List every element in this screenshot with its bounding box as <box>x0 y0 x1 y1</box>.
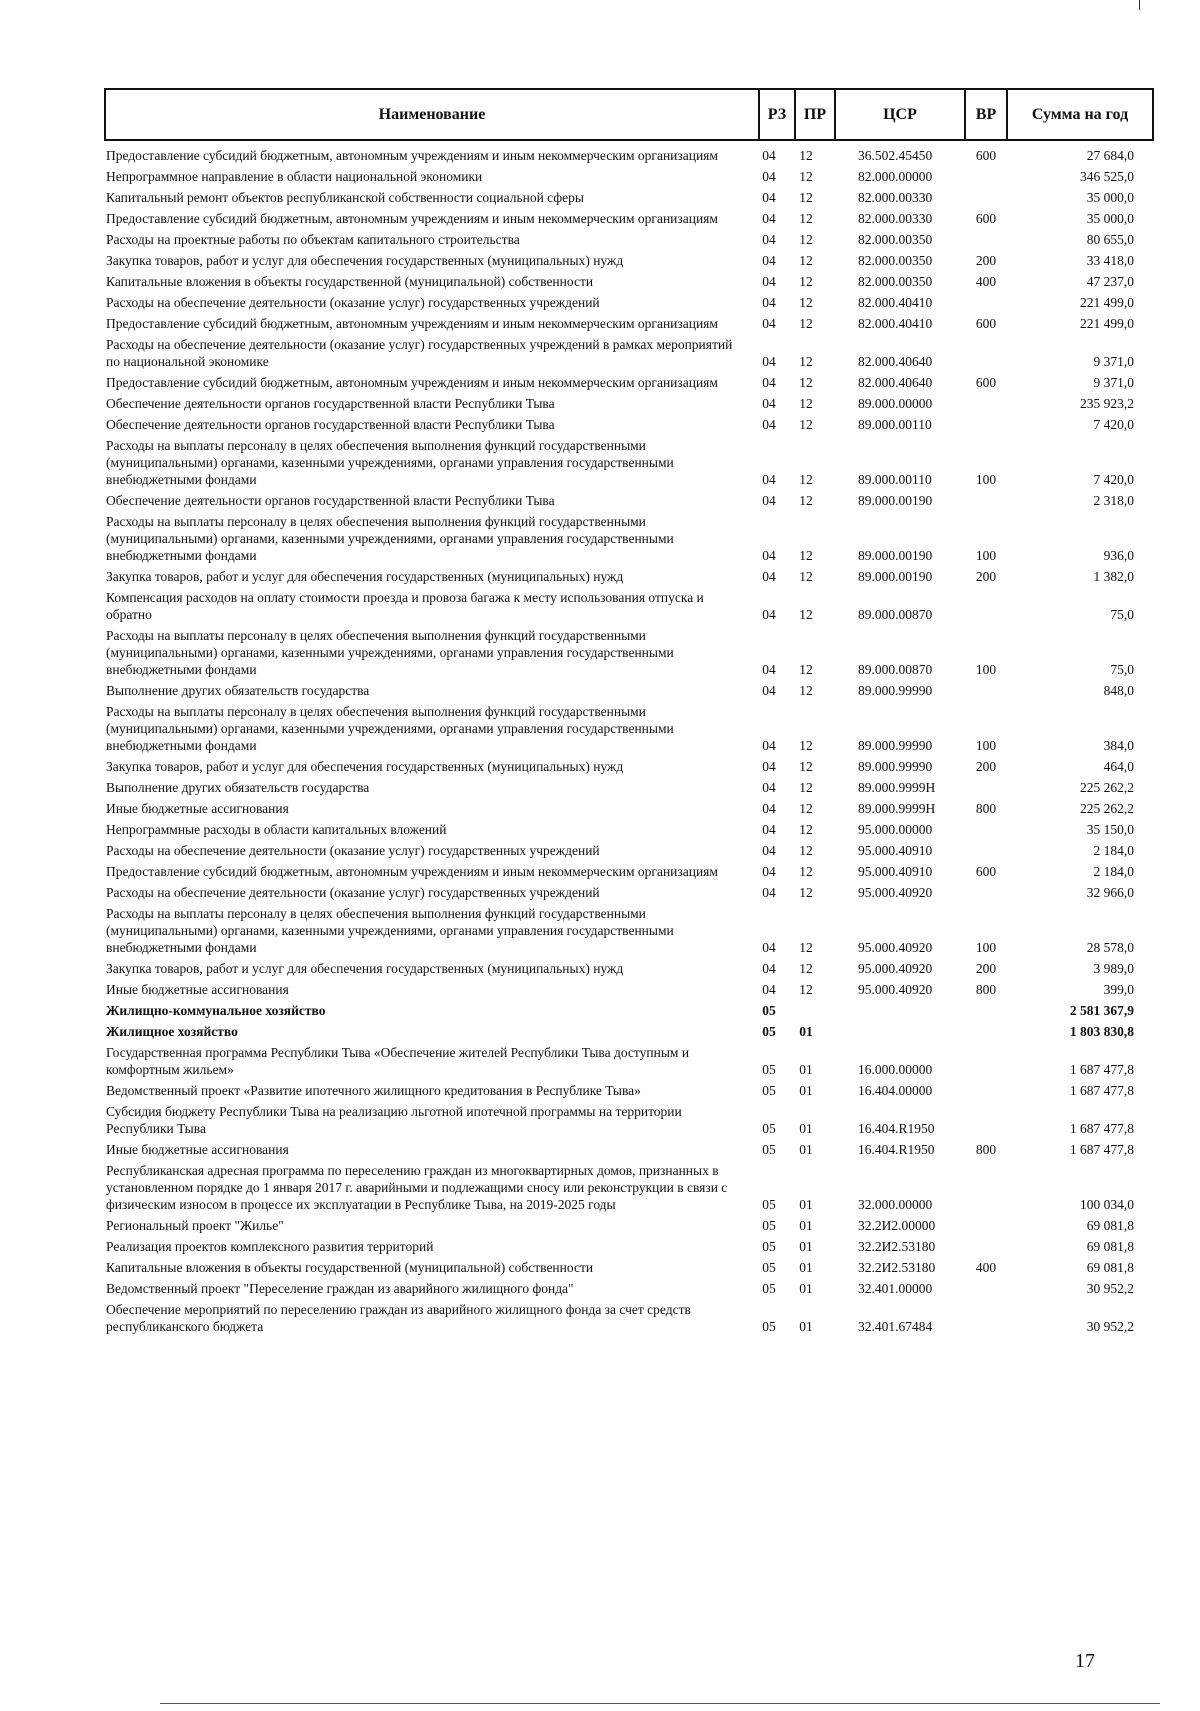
row-csr: 89.000.00000 <box>858 396 933 411</box>
row-pr: 01 <box>799 1121 813 1136</box>
row-pr: 01 <box>799 1239 813 1254</box>
row-pr: 12 <box>799 569 813 584</box>
row-name: Иные бюджетные ассигнования <box>106 1142 289 1157</box>
row-rz: 04 <box>762 148 776 163</box>
table-row <box>104 756 1154 777</box>
row-sum: 848,0 <box>1103 683 1134 698</box>
row-csr: 89.000.00190 <box>858 493 933 508</box>
table-row <box>104 840 1154 861</box>
row-rz: 04 <box>762 211 776 226</box>
row-sum: 399,0 <box>1103 982 1134 997</box>
row-vr: 100 <box>975 548 997 563</box>
row-csr: 16.404.R1950 <box>858 1142 935 1157</box>
row-pr: 12 <box>799 396 813 411</box>
row-rz: 04 <box>762 396 776 411</box>
table-row <box>104 1042 1154 1080</box>
row-csr: 16.404.00000 <box>858 1083 933 1098</box>
row-name: Республиканская адресная программа по переселению граждан из многоквартирных домов, признанных в установленном порядке до 1 января 2017 г. аварийными и подлежащими сносу или реконструкции в связи с физическим износом в процессе их эксплуатации в Республике Тыва, на 2019-2025 годы <box>106 1163 728 1212</box>
row-vr: 800 <box>975 982 997 997</box>
row-pr: 12 <box>799 232 813 247</box>
row-csr: 95.000.40920 <box>858 961 933 976</box>
row-name: Непрограммное направление в области национальной экономики <box>106 169 483 184</box>
row-name: Расходы на проектные работы по объектам капитального строительства <box>106 232 520 247</box>
header-vr: ВР <box>964 90 1006 139</box>
row-sum: 80 655,0 <box>1086 232 1134 247</box>
row-csr: 32.2И2.53180 <box>858 1260 936 1275</box>
row-sum: 1 687 477,8 <box>1069 1121 1134 1136</box>
row-sum: 7 420,0 <box>1093 417 1134 432</box>
row-pr: 12 <box>799 607 813 622</box>
row-csr: 89.000.00190 <box>858 569 933 584</box>
row-csr: 82.000.00330 <box>858 211 933 226</box>
table-row <box>104 435 1154 490</box>
row-csr: 82.000.40410 <box>858 295 933 310</box>
row-rz: 04 <box>762 662 776 677</box>
row-csr: 16.404.R1950 <box>858 1121 935 1136</box>
page-number: 17 <box>1075 1650 1095 1672</box>
row-csr: 32.000.00000 <box>858 1197 933 1212</box>
row-sum: 3 989,0 <box>1093 961 1134 976</box>
row-pr: 12 <box>799 801 813 816</box>
row-name: Реализация проектов комплексного развития территорий <box>106 1239 434 1254</box>
row-rz: 05 <box>762 1281 776 1296</box>
row-rz: 04 <box>762 607 776 622</box>
row-sum: 100 034,0 <box>1080 1197 1134 1212</box>
row-name: Ведомственный проект «Развитие ипотечного жилищного кредитования в Республике Тыва» <box>106 1083 641 1098</box>
table-row <box>104 798 1154 819</box>
row-csr: 89.000.00870 <box>858 662 933 677</box>
row-pr: 12 <box>799 885 813 900</box>
row-rz: 04 <box>762 253 776 268</box>
row-csr: 82.000.00350 <box>858 253 933 268</box>
table-row <box>104 861 1154 882</box>
header-name: Наименование <box>378 105 486 123</box>
row-name: Расходы на обеспечение деятельности (оказание услуг) государственных учреждений <box>106 843 600 858</box>
table-row <box>104 490 1154 511</box>
row-csr: 89.000.9999Н <box>858 780 936 795</box>
row-pr: 12 <box>799 375 813 390</box>
row-pr: 12 <box>799 662 813 677</box>
table-row <box>104 958 1154 979</box>
row-name: Обеспечение деятельности органов государственной власти Республики Тыва <box>106 396 555 411</box>
row-rz: 05 <box>762 1083 776 1098</box>
row-rz: 04 <box>762 864 776 879</box>
row-name: Расходы на обеспечение деятельности (оказание услуг) государственных учреждений в рамках мероприятий по национальной экономике <box>106 337 733 369</box>
row-name: Расходы на выплаты персоналу в целях обеспечения выполнения функций государственными (муниципальными) органами, казенными учреждениями, органами управления государственными внебюджетными фондами <box>106 906 674 955</box>
table-row <box>104 1021 1154 1042</box>
row-rz: 04 <box>762 569 776 584</box>
row-rz: 04 <box>762 801 776 816</box>
table-row <box>104 1215 1154 1236</box>
row-csr: 95.000.40920 <box>858 885 933 900</box>
row-rz: 04 <box>762 822 776 837</box>
bottom-rule <box>160 1703 1160 1704</box>
row-sum: 33 418,0 <box>1086 253 1134 268</box>
row-name: Жилищное хозяйство <box>106 1024 238 1039</box>
table-row <box>104 414 1154 435</box>
row-vr: 200 <box>975 759 997 774</box>
table-row <box>104 819 1154 840</box>
row-vr: 600 <box>975 375 997 390</box>
row-rz: 05 <box>762 1121 776 1136</box>
row-csr: 89.000.00110 <box>858 472 932 487</box>
table-row <box>104 1257 1154 1278</box>
row-sum: 1 687 477,8 <box>1069 1062 1134 1077</box>
row-name: Непрограммные расходы в области капитальных вложений <box>106 822 447 837</box>
row-pr: 01 <box>799 1218 813 1233</box>
row-rz: 05 <box>762 1197 776 1212</box>
row-name: Расходы на выплаты персоналу в целях обеспечения выполнения функций государственными (муниципальными) органами, казенными учреждениями, органами управления государственными внебюджетными фондами <box>106 514 674 563</box>
row-rz: 05 <box>762 1260 776 1275</box>
row-csr: 95.000.40910 <box>858 864 933 879</box>
row-sum: 1 687 477,8 <box>1069 1142 1134 1157</box>
row-name: Предоставление субсидий бюджетным, автономным учреждениям и иным некоммерческим организациям <box>106 316 718 331</box>
row-pr: 01 <box>799 1083 813 1098</box>
header-sum: Сумма на год <box>1006 90 1152 139</box>
row-rz: 04 <box>762 190 776 205</box>
row-rz: 04 <box>762 759 776 774</box>
row-rz: 04 <box>762 961 776 976</box>
row-pr: 01 <box>799 1197 813 1212</box>
row-rz: 04 <box>762 169 776 184</box>
table-row <box>104 1278 1154 1299</box>
row-rz: 04 <box>762 982 776 997</box>
row-csr: 89.000.00190 <box>858 548 933 563</box>
table-body <box>104 145 1154 1337</box>
row-rz: 05 <box>762 1024 776 1039</box>
row-pr: 12 <box>799 190 813 205</box>
table-row <box>104 979 1154 1000</box>
row-rz: 05 <box>762 1142 776 1157</box>
row-csr: 89.000.9999Н <box>858 801 936 816</box>
row-csr: 95.000.40910 <box>858 843 933 858</box>
row-sum: 1 803 830,8 <box>1069 1024 1134 1039</box>
scan-mark <box>1139 0 1140 10</box>
row-name: Предоставление субсидий бюджетным, автономным учреждениям и иным некоммерческим организациям <box>106 864 718 879</box>
table-row <box>104 587 1154 625</box>
row-rz: 04 <box>762 354 776 369</box>
table-row <box>104 250 1154 271</box>
table-row <box>104 680 1154 701</box>
row-csr: 16.000.00000 <box>858 1062 933 1077</box>
row-name: Обеспечение мероприятий по переселению граждан из аварийного жилищного фонда за счет средств республиканского бюджета <box>106 1302 691 1334</box>
table-row <box>104 1236 1154 1257</box>
row-rz: 04 <box>762 780 776 795</box>
row-pr: 12 <box>799 759 813 774</box>
row-name: Ведомственный проект "Переселение граждан из аварийного жилищного фонда" <box>106 1281 574 1296</box>
row-vr: 600 <box>975 864 997 879</box>
table-row <box>104 1160 1154 1215</box>
row-rz: 05 <box>762 1319 776 1334</box>
row-rz: 04 <box>762 548 776 563</box>
row-csr: 82.000.00350 <box>858 274 933 289</box>
row-sum: 225 262,2 <box>1080 780 1134 795</box>
row-sum: 28 578,0 <box>1086 940 1134 955</box>
row-pr: 12 <box>799 169 813 184</box>
row-rz: 05 <box>762 1218 776 1233</box>
row-name: Государственная программа Республики Тыва «Обеспечение жителей Республики Тыва доступным и комфортным жильем» <box>106 1045 690 1077</box>
row-sum: 9 371,0 <box>1093 354 1134 369</box>
row-csr: 82.000.00350 <box>858 232 933 247</box>
row-pr: 12 <box>799 354 813 369</box>
row-name: Закупка товаров, работ и услуг для обеспечения государственных (муниципальных) нужд <box>106 759 624 774</box>
header-csr: ЦСР <box>834 90 964 139</box>
row-csr: 32.2И2.53180 <box>858 1239 936 1254</box>
row-pr: 01 <box>799 1319 813 1334</box>
row-name: Иные бюджетные ассигнования <box>106 982 289 997</box>
row-pr: 12 <box>799 493 813 508</box>
row-vr: 400 <box>975 1260 997 1275</box>
row-csr: 32.401.00000 <box>858 1281 933 1296</box>
table-row <box>104 1080 1154 1101</box>
row-vr: 200 <box>975 253 997 268</box>
row-name: Компенсация расходов на оплату стоимости проезда и провоза багажа к месту использования отпуска и обратно <box>106 590 704 622</box>
row-vr: 800 <box>975 1142 997 1157</box>
row-vr: 100 <box>975 662 997 677</box>
row-csr: 32.2И2.00000 <box>858 1218 936 1233</box>
row-rz: 04 <box>762 885 776 900</box>
table-row <box>104 271 1154 292</box>
row-pr: 12 <box>799 738 813 753</box>
row-sum: 35 000,0 <box>1086 211 1134 226</box>
row-name: Выполнение других обязательств государства <box>106 780 370 795</box>
row-rz: 05 <box>762 1239 776 1254</box>
row-sum: 464,0 <box>1103 759 1134 774</box>
row-sum: 27 684,0 <box>1086 148 1134 163</box>
row-csr: 32.401.67484 <box>858 1319 933 1334</box>
row-rz: 04 <box>762 940 776 955</box>
table-row <box>104 393 1154 414</box>
row-pr: 01 <box>799 1260 813 1275</box>
row-sum: 221 499,0 <box>1080 295 1134 310</box>
table-row <box>104 166 1154 187</box>
row-pr: 12 <box>799 472 813 487</box>
row-name: Расходы на выплаты персоналу в целях обеспечения выполнения функций государственными (муниципальными) органами, казенными учреждениями, органами управления государственными внебюджетными фондами <box>106 704 674 753</box>
row-pr: 01 <box>799 1024 813 1039</box>
row-name: Расходы на обеспечение деятельности (оказание услуг) государственных учреждений <box>106 295 600 310</box>
row-vr: 100 <box>975 738 997 753</box>
row-csr: 82.000.40410 <box>858 316 933 331</box>
row-vr: 600 <box>975 316 997 331</box>
row-sum: 221 499,0 <box>1080 316 1134 331</box>
table-row <box>104 292 1154 313</box>
row-rz: 04 <box>762 316 776 331</box>
row-sum: 9 371,0 <box>1093 375 1134 390</box>
row-pr: 12 <box>799 253 813 268</box>
row-name: Закупка товаров, работ и услуг для обеспечения государственных (муниципальных) нужд <box>106 569 624 584</box>
row-csr: 95.000.00000 <box>858 822 933 837</box>
row-rz: 04 <box>762 738 776 753</box>
row-name: Региональный проект "Жилье" <box>106 1218 284 1233</box>
row-rz: 04 <box>762 274 776 289</box>
table-row <box>104 313 1154 334</box>
table-header <box>104 88 1154 141</box>
row-csr: 82.000.40640 <box>858 354 933 369</box>
row-vr: 100 <box>975 940 997 955</box>
row-pr: 12 <box>799 982 813 997</box>
table-row <box>104 882 1154 903</box>
row-pr: 12 <box>799 683 813 698</box>
row-pr: 12 <box>799 274 813 289</box>
row-vr: 600 <box>975 211 997 226</box>
table-row <box>104 1000 1154 1021</box>
row-name: Предоставление субсидий бюджетным, автономным учреждениям и иным некоммерческим организациям <box>106 148 718 163</box>
table-row <box>104 701 1154 756</box>
row-vr: 800 <box>975 801 997 816</box>
row-sum: 7 420,0 <box>1093 472 1134 487</box>
row-rz: 04 <box>762 493 776 508</box>
row-sum: 2 184,0 <box>1093 843 1134 858</box>
row-csr: 89.000.00870 <box>858 607 933 622</box>
row-rz: 04 <box>762 843 776 858</box>
row-csr: 89.000.99990 <box>858 683 933 698</box>
row-sum: 35 150,0 <box>1086 822 1134 837</box>
row-rz: 05 <box>762 1062 776 1077</box>
table-row <box>104 229 1154 250</box>
row-sum: 75,0 <box>1110 607 1134 622</box>
row-sum: 69 081,8 <box>1086 1260 1134 1275</box>
row-csr: 36.502.45450 <box>858 148 933 163</box>
row-csr: 89.000.00110 <box>858 417 932 432</box>
row-vr: 400 <box>975 274 997 289</box>
row-name: Закупка товаров, работ и услуг для обеспечения государственных (муниципальных) нужд <box>106 961 624 976</box>
row-name: Капитальные вложения в объекты государственной (муниципальной) собственности <box>106 274 594 289</box>
row-name: Расходы на обеспечение деятельности (оказание услуг) государственных учреждений <box>106 885 600 900</box>
header-pr: ПР <box>794 90 834 139</box>
row-rz: 04 <box>762 295 776 310</box>
row-rz: 04 <box>762 417 776 432</box>
row-rz: 05 <box>762 1003 776 1018</box>
row-rz: 04 <box>762 472 776 487</box>
row-sum: 936,0 <box>1103 548 1134 563</box>
table-row <box>104 903 1154 958</box>
row-vr: 200 <box>975 961 997 976</box>
row-sum: 2 184,0 <box>1093 864 1134 879</box>
row-sum: 346 525,0 <box>1080 169 1134 184</box>
row-name: Иные бюджетные ассигнования <box>106 801 289 816</box>
row-vr: 100 <box>975 472 997 487</box>
row-pr: 12 <box>799 961 813 976</box>
row-csr: 95.000.40920 <box>858 982 933 997</box>
row-pr: 12 <box>799 940 813 955</box>
table-row <box>104 187 1154 208</box>
table-row <box>104 208 1154 229</box>
row-rz: 04 <box>762 375 776 390</box>
table-row <box>104 334 1154 372</box>
row-pr: 01 <box>799 1281 813 1296</box>
row-pr: 12 <box>799 417 813 432</box>
row-name: Жилищно-коммунальное хозяйство <box>106 1003 326 1018</box>
row-name: Капитальные вложения в объекты государственной (муниципальной) собственности <box>106 1260 594 1275</box>
row-sum: 225 262,2 <box>1080 801 1134 816</box>
row-pr: 12 <box>799 864 813 879</box>
row-pr: 12 <box>799 843 813 858</box>
row-name: Обеспечение деятельности органов государственной власти Республики Тыва <box>106 493 555 508</box>
table-row <box>104 1299 1154 1337</box>
row-sum: 384,0 <box>1103 738 1134 753</box>
row-pr: 12 <box>799 780 813 795</box>
table-row <box>104 145 1154 166</box>
table-row <box>104 777 1154 798</box>
row-sum: 69 081,8 <box>1086 1239 1134 1254</box>
row-pr: 12 <box>799 548 813 563</box>
row-name: Выполнение других обязательств государства <box>106 683 370 698</box>
row-name: Субсидия бюджету Республики Тыва на реализацию льготной ипотечной программы на территории Республики Тыва <box>106 1104 682 1136</box>
row-csr: 82.000.00330 <box>858 190 933 205</box>
row-sum: 30 952,2 <box>1086 1281 1134 1296</box>
row-pr: 12 <box>799 822 813 837</box>
row-csr: 89.000.99990 <box>858 738 933 753</box>
row-sum: 35 000,0 <box>1086 190 1134 205</box>
row-sum: 75,0 <box>1110 662 1134 677</box>
table-row <box>104 1101 1154 1139</box>
row-pr: 12 <box>799 211 813 226</box>
row-pr: 01 <box>799 1142 813 1157</box>
row-name: Расходы на выплаты персоналу в целях обеспечения выполнения функций государственными (муниципальными) органами, казенными учреждениями, органами управления государственными внебюджетными фондами <box>106 628 674 677</box>
row-sum: 32 966,0 <box>1086 885 1134 900</box>
row-name: Обеспечение деятельности органов государственной власти Республики Тыва <box>106 417 555 432</box>
table-row <box>104 566 1154 587</box>
row-sum: 1 687 477,8 <box>1069 1083 1134 1098</box>
row-name: Предоставление субсидий бюджетным, автономным учреждениям и иным некоммерческим организациям <box>106 211 718 226</box>
row-sum: 2 318,0 <box>1093 493 1134 508</box>
row-csr: 82.000.00000 <box>858 169 933 184</box>
row-name: Расходы на выплаты персоналу в целях обеспечения выполнения функций государственными (муниципальными) органами, казенными учреждениями, органами управления государственными внебюджетными фондами <box>106 438 674 487</box>
table-row <box>104 372 1154 393</box>
row-pr: 12 <box>799 148 813 163</box>
row-name: Капитальный ремонт объектов республиканской собственности социальной сферы <box>106 190 584 205</box>
table-row <box>104 1139 1154 1160</box>
row-pr: 12 <box>799 316 813 331</box>
row-sum: 235 923,2 <box>1080 396 1134 411</box>
row-sum: 47 237,0 <box>1086 274 1134 289</box>
row-sum: 2 581 367,9 <box>1069 1003 1134 1018</box>
row-csr: 82.000.40640 <box>858 375 933 390</box>
row-rz: 04 <box>762 232 776 247</box>
row-sum: 30 952,2 <box>1086 1319 1134 1334</box>
row-name: Закупка товаров, работ и услуг для обеспечения государственных (муниципальных) нужд <box>106 253 624 268</box>
row-csr: 89.000.99990 <box>858 759 933 774</box>
row-pr: 12 <box>799 295 813 310</box>
row-csr: 95.000.40920 <box>858 940 933 955</box>
row-name: Предоставление субсидий бюджетным, автономным учреждениям и иным некоммерческим организациям <box>106 375 718 390</box>
header-rz: РЗ <box>758 90 794 139</box>
table-row <box>104 625 1154 680</box>
row-vr: 600 <box>975 148 997 163</box>
table-row <box>104 511 1154 566</box>
row-sum: 69 081,8 <box>1086 1218 1134 1233</box>
row-pr: 01 <box>799 1062 813 1077</box>
row-rz: 04 <box>762 683 776 698</box>
row-sum: 1 382,0 <box>1093 569 1134 584</box>
row-vr: 200 <box>975 569 997 584</box>
